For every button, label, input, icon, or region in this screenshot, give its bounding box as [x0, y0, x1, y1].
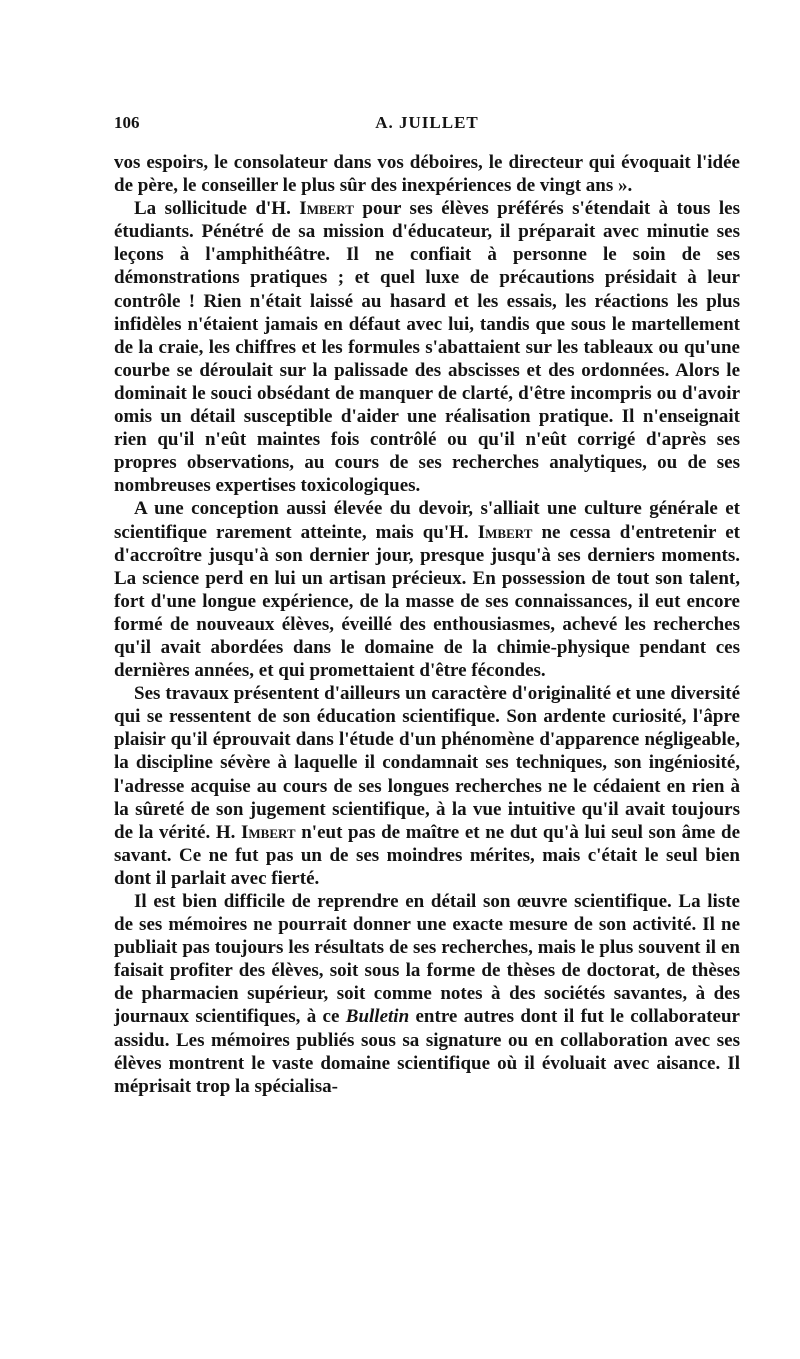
page-header — [114, 113, 740, 137]
paragraph — [114, 682, 740, 890]
paragraph — [114, 890, 740, 1098]
text-run: La sollicitude d'H. — [134, 198, 300, 220]
paragraph-continuation: vos espoirs, le consolateur dans vos déboires, le directeur qui évoquait l'idée de père, le conseiller le plus sûr des inexpériences de vingt ans ». — [114, 152, 740, 197]
page-number: 106 — [114, 113, 140, 132]
author-name: Imbert — [240, 821, 296, 843]
running-title: A. JUILLET — [375, 113, 479, 132]
text-run: Il est bien difficile de reprendre en détail son œuvre scientifique. La liste de ses mémoires ne pourrait donner une exacte mesure de son activité. Il ne publiait pas toujours les résultats de ses recherches, mais le plus souvent il en faisait profiter des élèves, soit sous la forme de thèses de doctorat, de thèses de pharmacien supérieur, soit comme notes à des sociétés savantes, à des journaux scientifiques, à ce — [114, 891, 740, 1028]
journal-title: Bulletin — [345, 1006, 410, 1028]
author-name: Imbert — [477, 521, 533, 543]
text-run: entre autres dont il fut le collaborateur assidu. Les mémoires publiés sous sa signature ou en collaboration avec ses élèves montrent le vaste domaine scientifique où il évoluait avec aisance. Il méprisait trop la spécialisa- — [114, 1006, 740, 1097]
text-run: Ses travaux présentent d'ailleurs un caractère d'originalité et une diversité qui se ressentent de son éducation scientifique. Son ardente curiosité, l'âpre plaisir qu'il éprouvait dans l'étude d'un phénomène d'apparence négligeable, la discipline sévère à laquelle il condamnait ses techniques, son ingéniosité, l'adresse acquise au cours de ses longues recherches ne le cédaient en rien à la sûreté de son jugement scientifique, à la vue intuitive qu'il avait toujours de la vérité. H. — [114, 683, 740, 843]
paragraph — [114, 197, 740, 497]
text-run: n'eut pas de maître et ne dut qu'à lui seul son âme de savant. Ce ne fut pas un de ses moindres mérites, mais c'était le seul bien dont il parlait avec fierté. — [114, 821, 740, 889]
body-text — [114, 151, 740, 1098]
text-run: A une conception aussi élevée du devoir, s'alliait une culture générale et scientifique rarement atteinte, mais qu'H. — [114, 498, 740, 543]
text-run: pour ses élèves préférés s'étendait à tous les étudiants. Pénétré de sa mission d'éducateur, il préparait avec minutie ses leçons à l'amphithéâtre. Il ne confiait à personne le soin de ses démonstrations pratiques ; et quel luxe de précautions présidait à leur contrôle ! Rien n'était laissé au hasard et les essais, les réactions les plus infidèles n'étaient jamais en défaut avec lui, tandis que sous le martellement de la craie, les chiffres et les formules s'abattaient sur les tableaux ou qu'une courbe se déroulait sur la palissade des abscisses et des ordonnées. Alors le dominait le souci obsédant de manquer de clarté, d'être incompris ou d'avoir omis un détail susceptible d'aider une réalisation pratique. Il n'enseignait rien qu'il n'eût maintes fois contrôlé ou qu'il n'eût corrigé d'après ses propres observations, au cours de ses recherches analytiques, ou de ses nombreuses expertises toxicologiques. — [114, 198, 741, 497]
author-name: Imbert — [299, 198, 354, 220]
paragraph — [114, 497, 740, 682]
text-run: ne cessa d'entretenir et d'accroître jusqu'à son dernier jour, presque jusqu'à ses derniers moments. La science perd en lui un artisan précieux. En possession de tout son talent, fort d'une longue expérience, de la masse de ses connaissances, il eut encore formé de nouveaux élèves, éveillé des enthousiasmes, achevé les recherches qu'il avait abordées dans le domaine de la chimie-physique pendant ces dernières années, et qui promettaient d'être fécondes. — [114, 521, 740, 682]
